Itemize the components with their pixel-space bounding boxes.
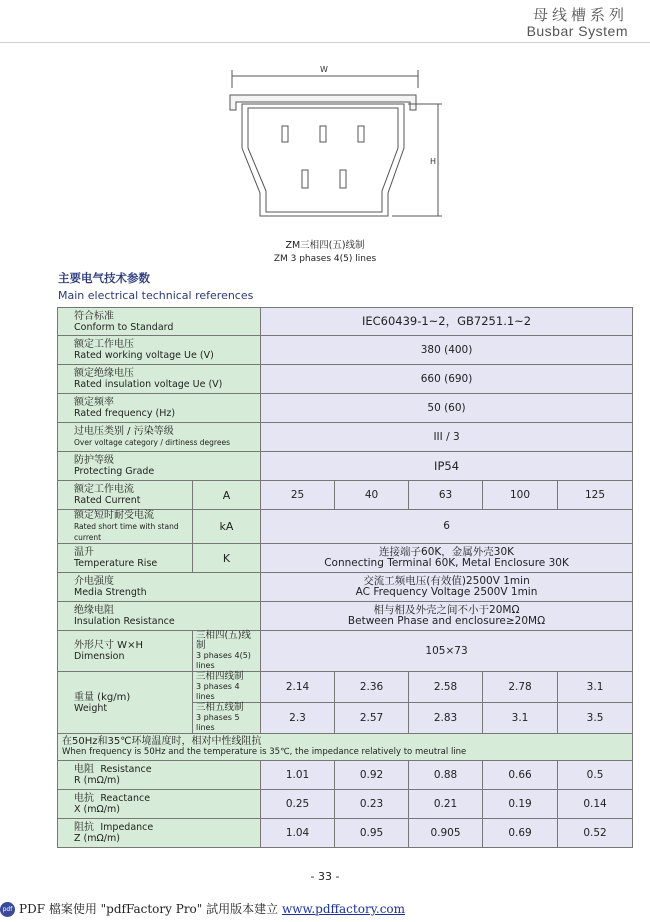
row-label: 防护等级 Protecting Grade	[58, 452, 261, 481]
row-label: 额定频率 Rated frequency (Hz)	[58, 394, 261, 423]
row-label: 额定短时耐受电流 Rated short time with stand current	[58, 510, 193, 544]
table-row	[58, 452, 633, 481]
row-value: IEC60439-1~2，GB7251.1~2	[261, 308, 633, 336]
table-cell: 2.36	[335, 672, 409, 703]
table-cell: 0.52	[558, 819, 633, 848]
row-label: 阻抗 Impedance Z (mΩ/m)	[58, 819, 261, 848]
row-label: 额定工作电压 Rated working voltage Ue (V)	[58, 336, 261, 365]
diagram-caption-en: ZM 3 phases 4(5) lines	[273, 254, 377, 264]
row-value: 连接端子60K，金属外壳30K Connecting Terminal 60K, Metal Enclosure 30K	[261, 544, 633, 573]
row-value: 交流工频电压(有效值)2500V 1min AC Frequency Voltage 2500V 1min	[261, 573, 633, 602]
row-value: 6	[261, 510, 633, 544]
row-unit: K	[193, 544, 261, 573]
section-title-en: Main electrical technical references	[58, 289, 254, 302]
table-row	[58, 365, 633, 394]
table-cell: 0.5	[558, 761, 633, 790]
row-sublabel: 三相四(五)线制 3 phases 4(5) lines	[193, 631, 261, 672]
row-label: 额定工作电流 Rated Current	[58, 481, 193, 510]
table-cell: 0.21	[409, 790, 483, 819]
diagram-caption-cn: ZM三相四(五)线制	[285, 240, 365, 251]
table-row	[58, 631, 633, 672]
row-label: 重量 (kg/m) Weight	[58, 672, 193, 734]
width-label: W	[320, 65, 328, 74]
table-cell: 100	[483, 481, 558, 510]
table-cell: 0.66	[483, 761, 558, 790]
table-cell: 2.14	[261, 672, 335, 703]
table-cell: 0.95	[335, 819, 409, 848]
table-row	[58, 481, 633, 510]
pdffactory-icon: pdf	[0, 902, 15, 917]
table-row	[58, 573, 633, 602]
table-row	[58, 672, 633, 703]
row-value: 660 (690)	[261, 365, 633, 394]
table-cell: 0.25	[261, 790, 335, 819]
table-cell: 3.1	[483, 703, 558, 734]
table-cell: 0.23	[335, 790, 409, 819]
table-row	[58, 423, 633, 452]
table-cell: 0.19	[483, 790, 558, 819]
section-title-cn: 主要电气技术参数	[58, 271, 150, 285]
table-cell: 63	[409, 481, 483, 510]
table-row	[58, 510, 633, 544]
row-label: 电抗 Reactance X (mΩ/m)	[58, 790, 261, 819]
table-row	[58, 790, 633, 819]
table-row	[58, 602, 633, 631]
row-label: 介电强度 Media Strength	[58, 573, 261, 602]
table-cell: 3.5	[558, 703, 633, 734]
row-value: 相与相及外壳之间不小于20MΩ Between Phase and enclosure≥20MΩ	[261, 602, 633, 631]
row-sublabel: 三相五线制 3 phases 5 lines	[193, 703, 261, 734]
table-cell: 2.57	[335, 703, 409, 734]
row-unit: A	[193, 481, 261, 510]
pdffactory-link[interactable]: www.pdffactory.com	[281, 902, 406, 916]
table-cell: 1.04	[261, 819, 335, 848]
row-label: 绝缘电阻 Insulation Resistance	[58, 602, 261, 631]
row-label: 额定绝缘电压 Rated insulation voltage Ue (V)	[58, 365, 261, 394]
table-row	[58, 336, 633, 365]
table-row	[58, 308, 633, 336]
row-label: 符合标准 Conform to Standard	[58, 308, 261, 336]
height-label: H	[430, 157, 437, 166]
table-cell: 0.88	[409, 761, 483, 790]
row-label: 温升 Temperature Rise	[58, 544, 193, 573]
header-title-en: Busbar System	[526, 23, 628, 39]
row-value: 380 (400)	[261, 336, 633, 365]
page-number: - 33 -	[310, 870, 340, 883]
table-cell: 25	[261, 481, 335, 510]
table-row	[58, 394, 633, 423]
header-divider	[0, 42, 650, 43]
footer-text: PDF 檔案使用 "pdfFactory Pro" 試用版本建立	[19, 902, 282, 916]
row-unit: kA	[193, 510, 261, 544]
row-value: 50 (60)	[261, 394, 633, 423]
row-label: 过电压类别 / 污染等级 Over voltage category / dirtiness degrees	[58, 423, 261, 452]
table-row	[58, 819, 633, 848]
pdf-footer	[0, 900, 405, 917]
table-row	[58, 761, 633, 790]
table-cell: 2.58	[409, 672, 483, 703]
row-sublabel: 三相四线制 3 phases 4 lines	[193, 672, 261, 703]
table-cell: 0.92	[335, 761, 409, 790]
table-cell: 0.69	[483, 819, 558, 848]
table-cell: 3.1	[558, 672, 633, 703]
spec-table	[57, 307, 633, 848]
table-cell: 40	[335, 481, 409, 510]
header-title-cn: 母线槽系列	[532, 6, 628, 24]
table-cell: 2.83	[409, 703, 483, 734]
table-cell: 125	[558, 481, 633, 510]
table-cell: 0.14	[558, 790, 633, 819]
condition-note: 在50Hz和35℃环境温度时，相对中性线阻抗 When frequency is 50Hz and the temperature is 35℃, the impedance relatively to meutral line	[58, 734, 633, 761]
busbar-cross-section-diagram	[220, 58, 450, 238]
table-row	[58, 544, 633, 573]
row-value: III / 3	[261, 423, 633, 452]
table-row	[58, 734, 633, 761]
table-cell: 1.01	[261, 761, 335, 790]
table-cell: 0.905	[409, 819, 483, 848]
table-cell: 2.78	[483, 672, 558, 703]
row-value: IP54	[261, 452, 633, 481]
table-cell: 2.3	[261, 703, 335, 734]
row-label: 外形尺寸 W×H Dimension	[58, 631, 193, 672]
row-value: 105×73	[261, 631, 633, 672]
row-label: 电阻 Resistance R (mΩ/m)	[58, 761, 261, 790]
